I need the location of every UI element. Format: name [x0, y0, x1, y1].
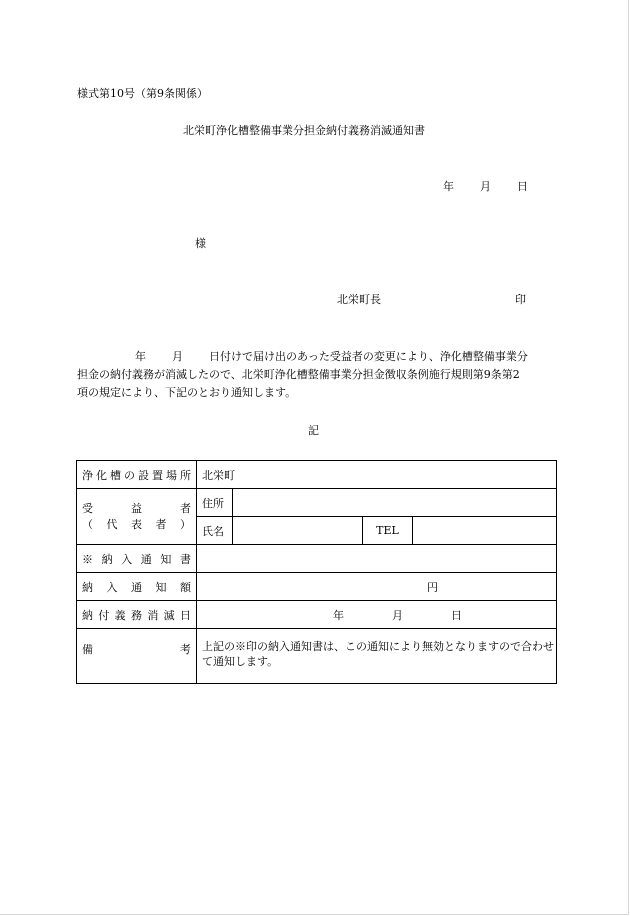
body-paragraph	[77, 348, 567, 402]
extinction-date-month: 月	[392, 608, 403, 622]
extinction-date	[197, 601, 557, 629]
issuer-name: 北栄町長	[337, 293, 381, 306]
beneficiary-label-line2: （代表者）	[82, 517, 191, 531]
ki-label: 記	[308, 424, 319, 437]
row-address	[77, 489, 557, 517]
body-date	[77, 350, 220, 363]
body-line-1	[77, 348, 567, 366]
row-notice	[77, 545, 557, 573]
issue-date-month: 月	[480, 180, 491, 193]
row-location	[77, 461, 557, 489]
address-value	[233, 489, 557, 517]
remarks-text: 上記の※印の納入通知書は、この通知により無効となりますので合わせて通知します。	[197, 629, 557, 684]
row-amount	[77, 573, 557, 601]
body-line-3: 項の規定により、下記のとおり通知します。	[77, 386, 297, 399]
row-remarks	[77, 629, 557, 684]
body-date-day: 日	[209, 350, 220, 363]
amount-unit: 円	[197, 573, 557, 601]
amount-label: 納入通知額	[77, 573, 197, 601]
notice-value	[197, 545, 557, 573]
name-label: 氏名	[197, 517, 233, 545]
beneficiary-label	[77, 489, 197, 545]
body-date-year: 年	[135, 350, 146, 363]
body-line-1-text: 付けで届け出のあった受益者の変更により、浄化槽整備事業分	[220, 350, 528, 363]
extinction-date-year: 年	[333, 608, 344, 622]
body-line-2: 担金の納付義務が消滅したので、北栄町浄化槽整備事業分担金徴収条例施行規則第9条第2	[77, 368, 520, 381]
issue-date-day: 日	[517, 180, 528, 193]
remarks-label-left: 備	[82, 643, 93, 656]
form-number: 様式第10号（第9条関係）	[77, 87, 208, 100]
location-label: 浄化槽の設置場所	[77, 461, 197, 489]
addressee-suffix: 様	[195, 237, 206, 250]
seal-mark: 印	[515, 293, 526, 306]
location-value: 北栄町	[197, 461, 557, 489]
tel-value	[413, 517, 557, 545]
document-title: 北栄町浄化槽整備事業分担金納付義務消滅通知書	[183, 124, 425, 137]
issue-date	[443, 180, 528, 194]
name-value	[233, 517, 363, 545]
body-date-month: 月	[172, 350, 183, 363]
notice-table	[76, 460, 557, 684]
remarks-label	[77, 629, 197, 684]
row-extinction-date	[77, 601, 557, 629]
address-label: 住所	[197, 489, 233, 517]
issue-date-year: 年	[443, 180, 454, 193]
beneficiary-label-line1: 受益者	[82, 501, 191, 515]
remarks-label-right: 考	[180, 643, 191, 656]
extinction-date-day: 日	[451, 608, 462, 622]
notice-label: ※納入通知書	[77, 545, 197, 573]
tel-label: TEL	[363, 517, 413, 545]
extinction-date-label: 納付義務消滅日	[77, 601, 197, 629]
